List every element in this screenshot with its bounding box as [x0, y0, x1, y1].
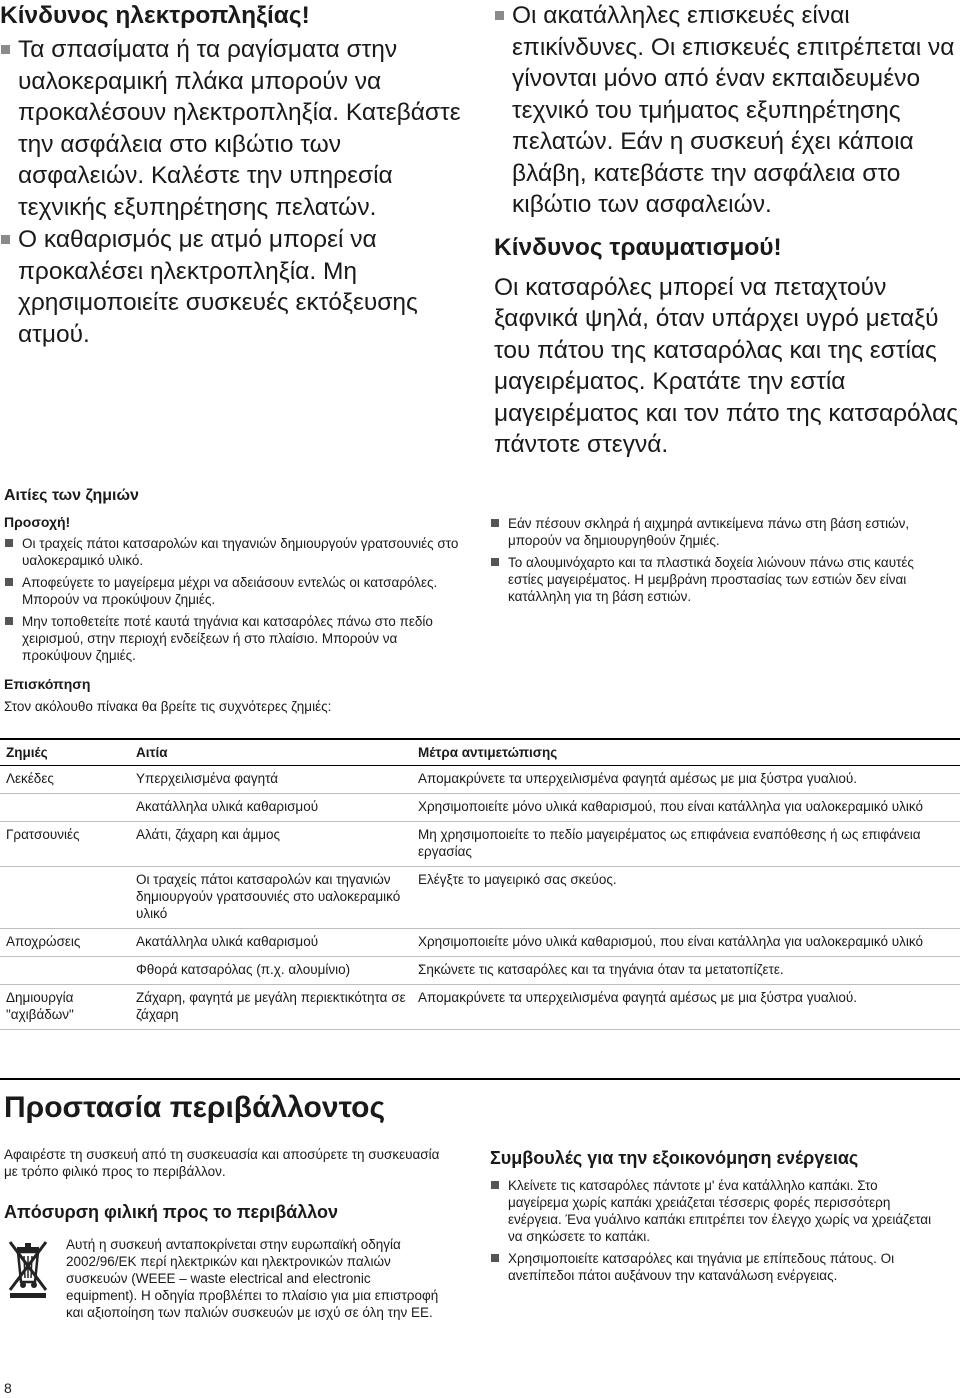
table-row: [0, 766, 960, 794]
list-item: Τα σπασίματα ή τα ραγίσματα στην υαλοκεραμική πλάκα μπορούν να προκαλέσουν ηλεκτροπληξία. Κατεβάστε την ασφάλεια στο κιβώτιο των ασφαλειών. Καλέστε την υπηρεσία τεχνικής εξυπηρέτησης πελατών.: [0, 34, 470, 223]
table-row: [0, 957, 960, 985]
overview-title: Επισκόπηση: [4, 676, 91, 692]
energy-tips-title: Συμβουλές για την εξοικονόμηση ενέργειας: [490, 1148, 859, 1168]
damage-causes-right: [490, 515, 940, 610]
cell-damage: Δημιουργία "αχιβάδων": [0, 985, 130, 1030]
cell-cause: Υπερχειλισμένα φαγητά: [130, 766, 412, 794]
list-item: Κλείνετε τις κατσαρόλες πάντοτε μ' ένα κατάλληλο καπάκι. Στο μαγείρεμα χωρίς καπάκι χρειάζεται τέσσερις φορές περισσότερη ενέργεια. Ένα γυάλινο καπάκι επιτρέπει τον έλεγχο χωρίς να χρειάζεται να σηκώσετε το καπάκι.: [490, 1177, 940, 1245]
table-row: [0, 929, 960, 957]
cell-damage: Γρατσουνιές: [0, 822, 130, 867]
header-remedy: Μέτρα αντιμετώπισης: [412, 739, 960, 766]
disposal-title: Απόσυρση φιλική προς το περιβάλλον: [4, 1202, 339, 1222]
cell-remedy: Απομακρύνετε τα υπερχειλισμένα φαγητά αμέσως με μια ξύστρα γυαλιού.: [412, 766, 960, 794]
cell-remedy: Χρησιμοποιείτε μόνο υλικά καθαρισμού, που είναι κατάλληλα για υαλοκεραμικό υλικό: [412, 929, 960, 957]
cell-remedy: Μη χρησιμοποιείτε το πεδίο μαγειρέματος ως επιφάνεια εναπόθεσης ή ως επιφάνεια εργασίας: [412, 822, 960, 867]
injury-text: Οι κατσαρόλες μπορεί να πεταχτούν ξαφνικά ψηλά, όταν υπάρχει υγρό μεταξύ του πάτου της κατσαρόλας και της εστίας μαγειρέματος. Κρατάτε την εστία μαγειρέματος και τον πάτο της κατσαρόλας πάντοτε στεγνά.: [494, 273, 959, 458]
injury-title: Κίνδυνος τραυματισμού!: [494, 233, 782, 261]
damage-causes-section: [4, 485, 466, 715]
cell-damage: [0, 957, 130, 985]
list-item: Ο καθαρισμός με ατμό μπορεί να προκαλέσει ηλεκτροπληξία. Μη χρησιμοποιείτε συσκευές εκτόξευσης ατμού.: [0, 224, 470, 350]
electric-shock-section: [0, 0, 470, 351]
cell-remedy: Ελέγξτε το μαγειρικό σας σκεύος.: [412, 867, 960, 929]
cell-cause: Ακατάλληλα υλικά καθαρισμού: [130, 929, 412, 957]
table-row: [0, 985, 960, 1030]
list-item: Οι τραχείς πάτοι κατσαρολών και τηγανιών δημιουργούν γρατσουνιές στο υαλοκεραμικό υλικό.: [4, 535, 466, 569]
environment-title: Προστασία περιβάλλοντος: [4, 1091, 386, 1124]
cell-damage: [0, 794, 130, 822]
table-header-row: [0, 739, 960, 766]
disposal-text: Αυτή η συσκευή ανταποκρίνεται στην ευρωπαϊκή οδηγία 2002/96/ΕΚ περί ηλεκτρικών και ηλεκτρονικών παλιών συσκευών (WEEE – waste electrical and electronic equipment). Η οδηγία προβλέπει το πλαίσιο για μια επιστροφή και αξιοποίηση των παλιών συσκευών με ισχύ σε όλη την ΕΕ.: [66, 1237, 439, 1320]
table-row: [0, 867, 960, 929]
cell-remedy: Απομακρύνετε τα υπερχειλισμένα φαγητά αμέσως με μια ξύστρα γυαλιού.: [412, 985, 960, 1030]
list-item: Μην τοποθετείτε ποτέ καυτά τηγάνια και κατσαρόλες πάνω στο πεδίο χειρισμού, στην περιοχή ενδείξεων ή στο πλαίσιο. Μπορούν να προκύψουν ζημιές.: [4, 613, 466, 664]
cell-cause: Αλάτι, ζάχαρη και άμμος: [130, 822, 412, 867]
table-row: [0, 794, 960, 822]
list-item: Οι ακατάλληλες επισκευές είναι επικίνδυνες. Οι επισκευές επιτρέπεται να γίνονται μόνο από έναν εκπαιδευμένο τεχνικό του τμήματος εξυπηρέτησης πελατών. Εάν η συσκευή έχει κάποια βλάβη, κατεβάστε την ασφάλεια στο κιβώτιο των ασφαλειών.: [494, 0, 960, 221]
caution-label: Προσοχή!: [4, 514, 71, 530]
cell-cause: Φθορά κατσαρόλας (π.χ. αλουμίνιο): [130, 957, 412, 985]
disposal-block: [4, 1236, 444, 1321]
cell-remedy: Χρησιμοποιείτε μόνο υλικά καθαρισμού, που είναι κατάλληλα για υαλοκεραμικό υλικό: [412, 794, 960, 822]
header-damage: Ζημιές: [0, 739, 130, 766]
environment-heading-wrap: [4, 1090, 944, 1126]
damage-table: [0, 738, 960, 1030]
cell-cause: Οι τραχείς πάτοι κατσαρολών και τηγανιών δημιουργούν γρατσουνιές στο υαλοκεραμικό υλικό: [130, 867, 412, 929]
section-divider: [0, 1078, 960, 1080]
cell-damage: Αποχρώσεις: [0, 929, 130, 957]
list-item: Το αλουμινόχαρτο και τα πλαστικά δοχεία λιώνουν πάνω στις καυτές εστίες μαγειρέματος. Η μεμβράνη προστασίας των εστιών δεν είναι κατάλληλη για τη βάση εστιών.: [490, 554, 940, 605]
table-row: [0, 822, 960, 867]
unpack-text: Αφαιρέστε τη συσκευή από τη συσκευασία και αποσύρετε τη συσκευασία με τρόπο φιλικό προς το περιβάλλον.: [4, 1147, 440, 1179]
weee-bin-icon: [6, 1238, 52, 1298]
cell-cause: Ακατάλληλα υλικά καθαρισμού: [130, 794, 412, 822]
energy-tips-section: [490, 1146, 940, 1289]
list-item: Εάν πέσουν σκληρά ή αιχμηρά αντικείμενα πάνω στη βάση εστιών, μπορούν να δημιουργηθούν ζημιές.: [490, 515, 940, 549]
overview-intro: Στον ακόλουθο πίνακα θα βρείτε τις συχνότερες ζημιές:: [4, 699, 332, 714]
environment-left: [4, 1146, 444, 1321]
repair-injury-section: [494, 0, 960, 461]
list-item: Αποφεύγετε το μαγείρεμα μέχρι να αδειάσουν εντελώς οι κατσαρόλες. Μπορούν να προκύψουν ζημιές.: [4, 574, 466, 608]
cell-damage: [0, 867, 130, 929]
cell-remedy: Σηκώνετε τις κατσαρόλες και τα τηγάνια όταν τα μετατοπίζετε.: [412, 957, 960, 985]
page-number: 8: [4, 1380, 12, 1396]
list-item: Χρησιμοποιείτε κατσαρόλες και τηγάνια με επίπεδους πάτους. Οι ανεπίπεδοι πάτοι αυξάνουν την κατανάλωση ενέργειας.: [490, 1250, 940, 1284]
damage-causes-title: Αιτίες των ζημιών: [4, 487, 139, 504]
electric-shock-title: Κίνδυνος ηλεκτροπληξίας!: [0, 2, 310, 29]
header-cause: Αιτία: [130, 739, 412, 766]
cell-cause: Ζάχαρη, φαγητά με μεγάλη περιεκτικότητα σε ζάχαρη: [130, 985, 412, 1030]
cell-damage: Λεκέδες: [0, 766, 130, 794]
